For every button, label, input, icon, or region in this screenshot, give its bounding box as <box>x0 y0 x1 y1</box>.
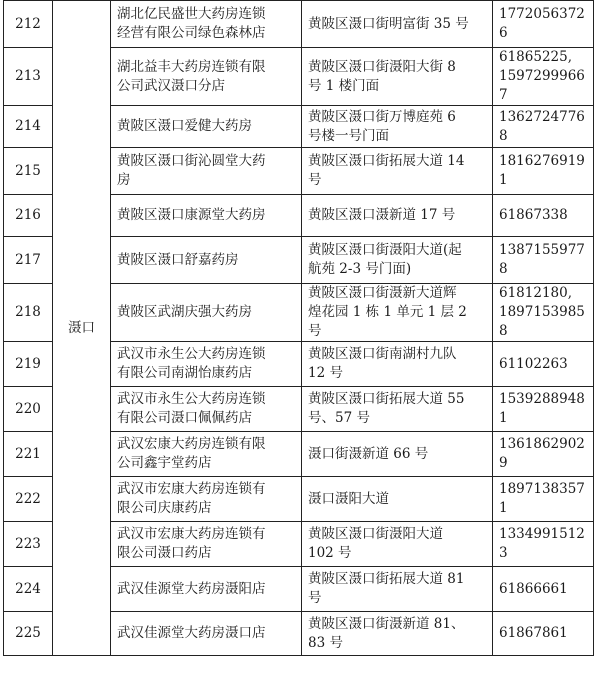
pharmacy-name <box>111 1 302 48</box>
pharmacy-name <box>111 342 302 387</box>
cell-line: 武汉宏康大药房连锁有限 <box>117 436 266 452</box>
pharmacy-phone <box>493 612 594 656</box>
cell-line: 滠口街滠新道 66 号 <box>308 445 429 462</box>
pharmacy-name <box>111 612 302 656</box>
cell-line: 黄陂区滠口街沁圆堂大药 <box>117 153 266 169</box>
row-number: 214 <box>4 106 53 148</box>
cell-line: 滠口滠阳大道 <box>308 490 389 507</box>
pharmacy-name <box>111 48 302 106</box>
cell-line: 61866661 <box>499 580 568 597</box>
pharmacy-name <box>111 106 302 148</box>
pharmacy-phone <box>493 522 594 567</box>
cell-line: 黄陂区滠口街滠新大道辉 <box>308 285 457 301</box>
row-number: 220 <box>4 387 53 432</box>
pharmacy-address <box>302 284 493 342</box>
area-cell: 滠口 <box>53 1 111 656</box>
cell-line: 限公司滠口药店 <box>117 545 212 561</box>
pharmacy-address <box>302 148 493 195</box>
cell-line: 武汉佳源堂大药房滠口店 <box>117 625 266 641</box>
cell-line: 号、57 号 <box>308 410 370 426</box>
cell-line: 61867338 <box>499 207 568 223</box>
pharmacy-table <box>3 0 594 656</box>
row-number: 215 <box>4 148 53 195</box>
cell-line: 13618629029 <box>499 436 585 471</box>
cell-line: 15392889481 <box>499 391 585 426</box>
cell-line: 武汉市宏康大药房连锁有 <box>117 526 266 542</box>
cell-line: 黄陂区滠口街拓展大道 14 <box>308 153 465 169</box>
cell-line: 黄陂区滠口街拓展大道 81 <box>308 571 465 587</box>
row-number: 217 <box>4 237 53 284</box>
pharmacy-name <box>111 148 302 195</box>
pharmacy-address <box>302 522 493 567</box>
pharmacy-phone <box>493 477 594 522</box>
cell-line: 房 <box>117 172 131 188</box>
cell-line: 黄陂区滠口爱健大药房 <box>117 118 252 134</box>
cell-line: 黄陂区武湖庆强大药房 <box>117 304 252 320</box>
pharmacy-address <box>302 387 493 432</box>
pharmacy-name <box>111 195 302 237</box>
cell-line: 限公司庆康药店 <box>117 500 212 516</box>
pharmacy-address <box>302 1 493 48</box>
cell-line: 号楼一号门面 <box>308 127 389 144</box>
pharmacy-address <box>302 432 493 477</box>
cell-line: 航苑 2-3 号门面) <box>308 261 412 277</box>
cell-line: 号 <box>308 590 322 606</box>
cell-line: 61102263 <box>499 355 568 372</box>
cell-line: 61865225, <box>499 49 573 65</box>
row-number: 221 <box>4 432 53 477</box>
cell-line: 61812180, <box>499 285 573 301</box>
row-number: 222 <box>4 477 53 522</box>
pharmacy-name <box>111 567 302 612</box>
pharmacy-address <box>302 612 493 656</box>
cell-line: 黄陂区滠口街滠阳大街 8 <box>308 58 456 75</box>
cell-line: 武汉市宏康大药房连锁有 <box>117 481 266 497</box>
cell-line: 湖北益丰大药房连锁有限 <box>117 58 266 75</box>
pharmacy-address <box>302 106 493 148</box>
table-row <box>4 1 594 48</box>
cell-line: 15972999667 <box>499 68 585 103</box>
pharmacy-phone <box>493 284 594 342</box>
cell-line: 经营有限公司绿色森林店 <box>117 25 266 41</box>
pharmacy-phone <box>493 106 594 148</box>
cell-line: 17720563726 <box>499 6 585 41</box>
cell-line: 武汉佳源堂大药房滠阳店 <box>117 580 266 597</box>
cell-line: 号 <box>308 323 322 339</box>
pharmacy-name <box>111 387 302 432</box>
row-number: 225 <box>4 612 53 656</box>
cell-line: 102 号 <box>308 545 352 561</box>
cell-line: 黄陂区滠口滠新道 17 号 <box>308 207 456 223</box>
row-number: 216 <box>4 195 53 237</box>
pharmacy-address <box>302 195 493 237</box>
cell-line: 黄陂区滠口街明富街 35 号 <box>308 15 469 32</box>
pharmacy-phone <box>493 1 594 48</box>
pharmacy-name <box>111 522 302 567</box>
pharmacy-phone <box>493 237 594 284</box>
cell-line: 黄陂区滠口街南湖村九队 <box>308 346 457 362</box>
row-number: 218 <box>4 284 53 342</box>
cell-line: 号 1 楼门面 <box>308 77 380 94</box>
cell-line: 有限公司滠口佩佩药店 <box>117 410 252 426</box>
cell-line: 61867861 <box>499 625 568 641</box>
cell-line: 武汉市永生公大药房连锁 <box>117 346 266 362</box>
pharmacy-name <box>111 477 302 522</box>
cell-line: 12 号 <box>308 365 343 381</box>
cell-line: 号 <box>308 172 322 188</box>
pharmacy-address <box>302 48 493 106</box>
cell-line: 83 号 <box>308 634 343 651</box>
pharmacy-phone <box>493 48 594 106</box>
pharmacy-address <box>302 342 493 387</box>
cell-line: 煌花园 1 栋 1 单元 1 层 2 <box>308 304 467 320</box>
pharmacy-name <box>111 237 302 284</box>
row-number: 212 <box>4 1 53 48</box>
pharmacy-name <box>111 432 302 477</box>
pharmacy-phone <box>493 567 594 612</box>
cell-line: 黄陂区滠口街滠新道 81、 <box>308 615 465 632</box>
pharmacy-phone <box>493 432 594 477</box>
pharmacy-name <box>111 284 302 342</box>
cell-line: 有限公司南湖怡康药店 <box>117 365 252 381</box>
pharmacy-phone <box>493 148 594 195</box>
row-number: 223 <box>4 522 53 567</box>
pharmacy-address <box>302 567 493 612</box>
pharmacy-phone <box>493 195 594 237</box>
cell-line: 13349915123 <box>499 526 585 561</box>
cell-line: 公司武汉滠口分店 <box>117 77 225 94</box>
cell-line: 黄陂区滠口街滠阳大道 <box>308 526 443 542</box>
cell-line: 18971539858 <box>499 304 585 339</box>
cell-line: 黄陂区滠口街万博庭苑 6 <box>308 108 456 125</box>
pharmacy-table-body <box>4 1 594 656</box>
row-number: 224 <box>4 567 53 612</box>
row-number: 219 <box>4 342 53 387</box>
cell-line: 武汉市永生公大药房连锁 <box>117 391 266 407</box>
cell-line: 公司鑫宇堂药店 <box>117 455 212 471</box>
pharmacy-address <box>302 477 493 522</box>
cell-line: 黄陂区滠口舒嘉药房 <box>117 251 239 268</box>
cell-line: 黄陂区滠口街拓展大道 55 <box>308 391 465 407</box>
cell-line: 13627247768 <box>499 108 585 144</box>
cell-line: 黄陂区滠口康源堂大药房 <box>117 207 266 223</box>
cell-line: 黄陂区滠口街滠阳大道(起 <box>308 242 462 258</box>
pharmacy-phone <box>493 342 594 387</box>
pharmacy-address <box>302 237 493 284</box>
cell-line: 13871559778 <box>499 242 585 277</box>
cell-line: 湖北亿民盛世大药房连锁 <box>117 6 266 22</box>
cell-line: 18971383571 <box>499 481 585 516</box>
row-number: 213 <box>4 48 53 106</box>
cell-line: 18162769191 <box>499 153 585 188</box>
pharmacy-phone <box>493 387 594 432</box>
